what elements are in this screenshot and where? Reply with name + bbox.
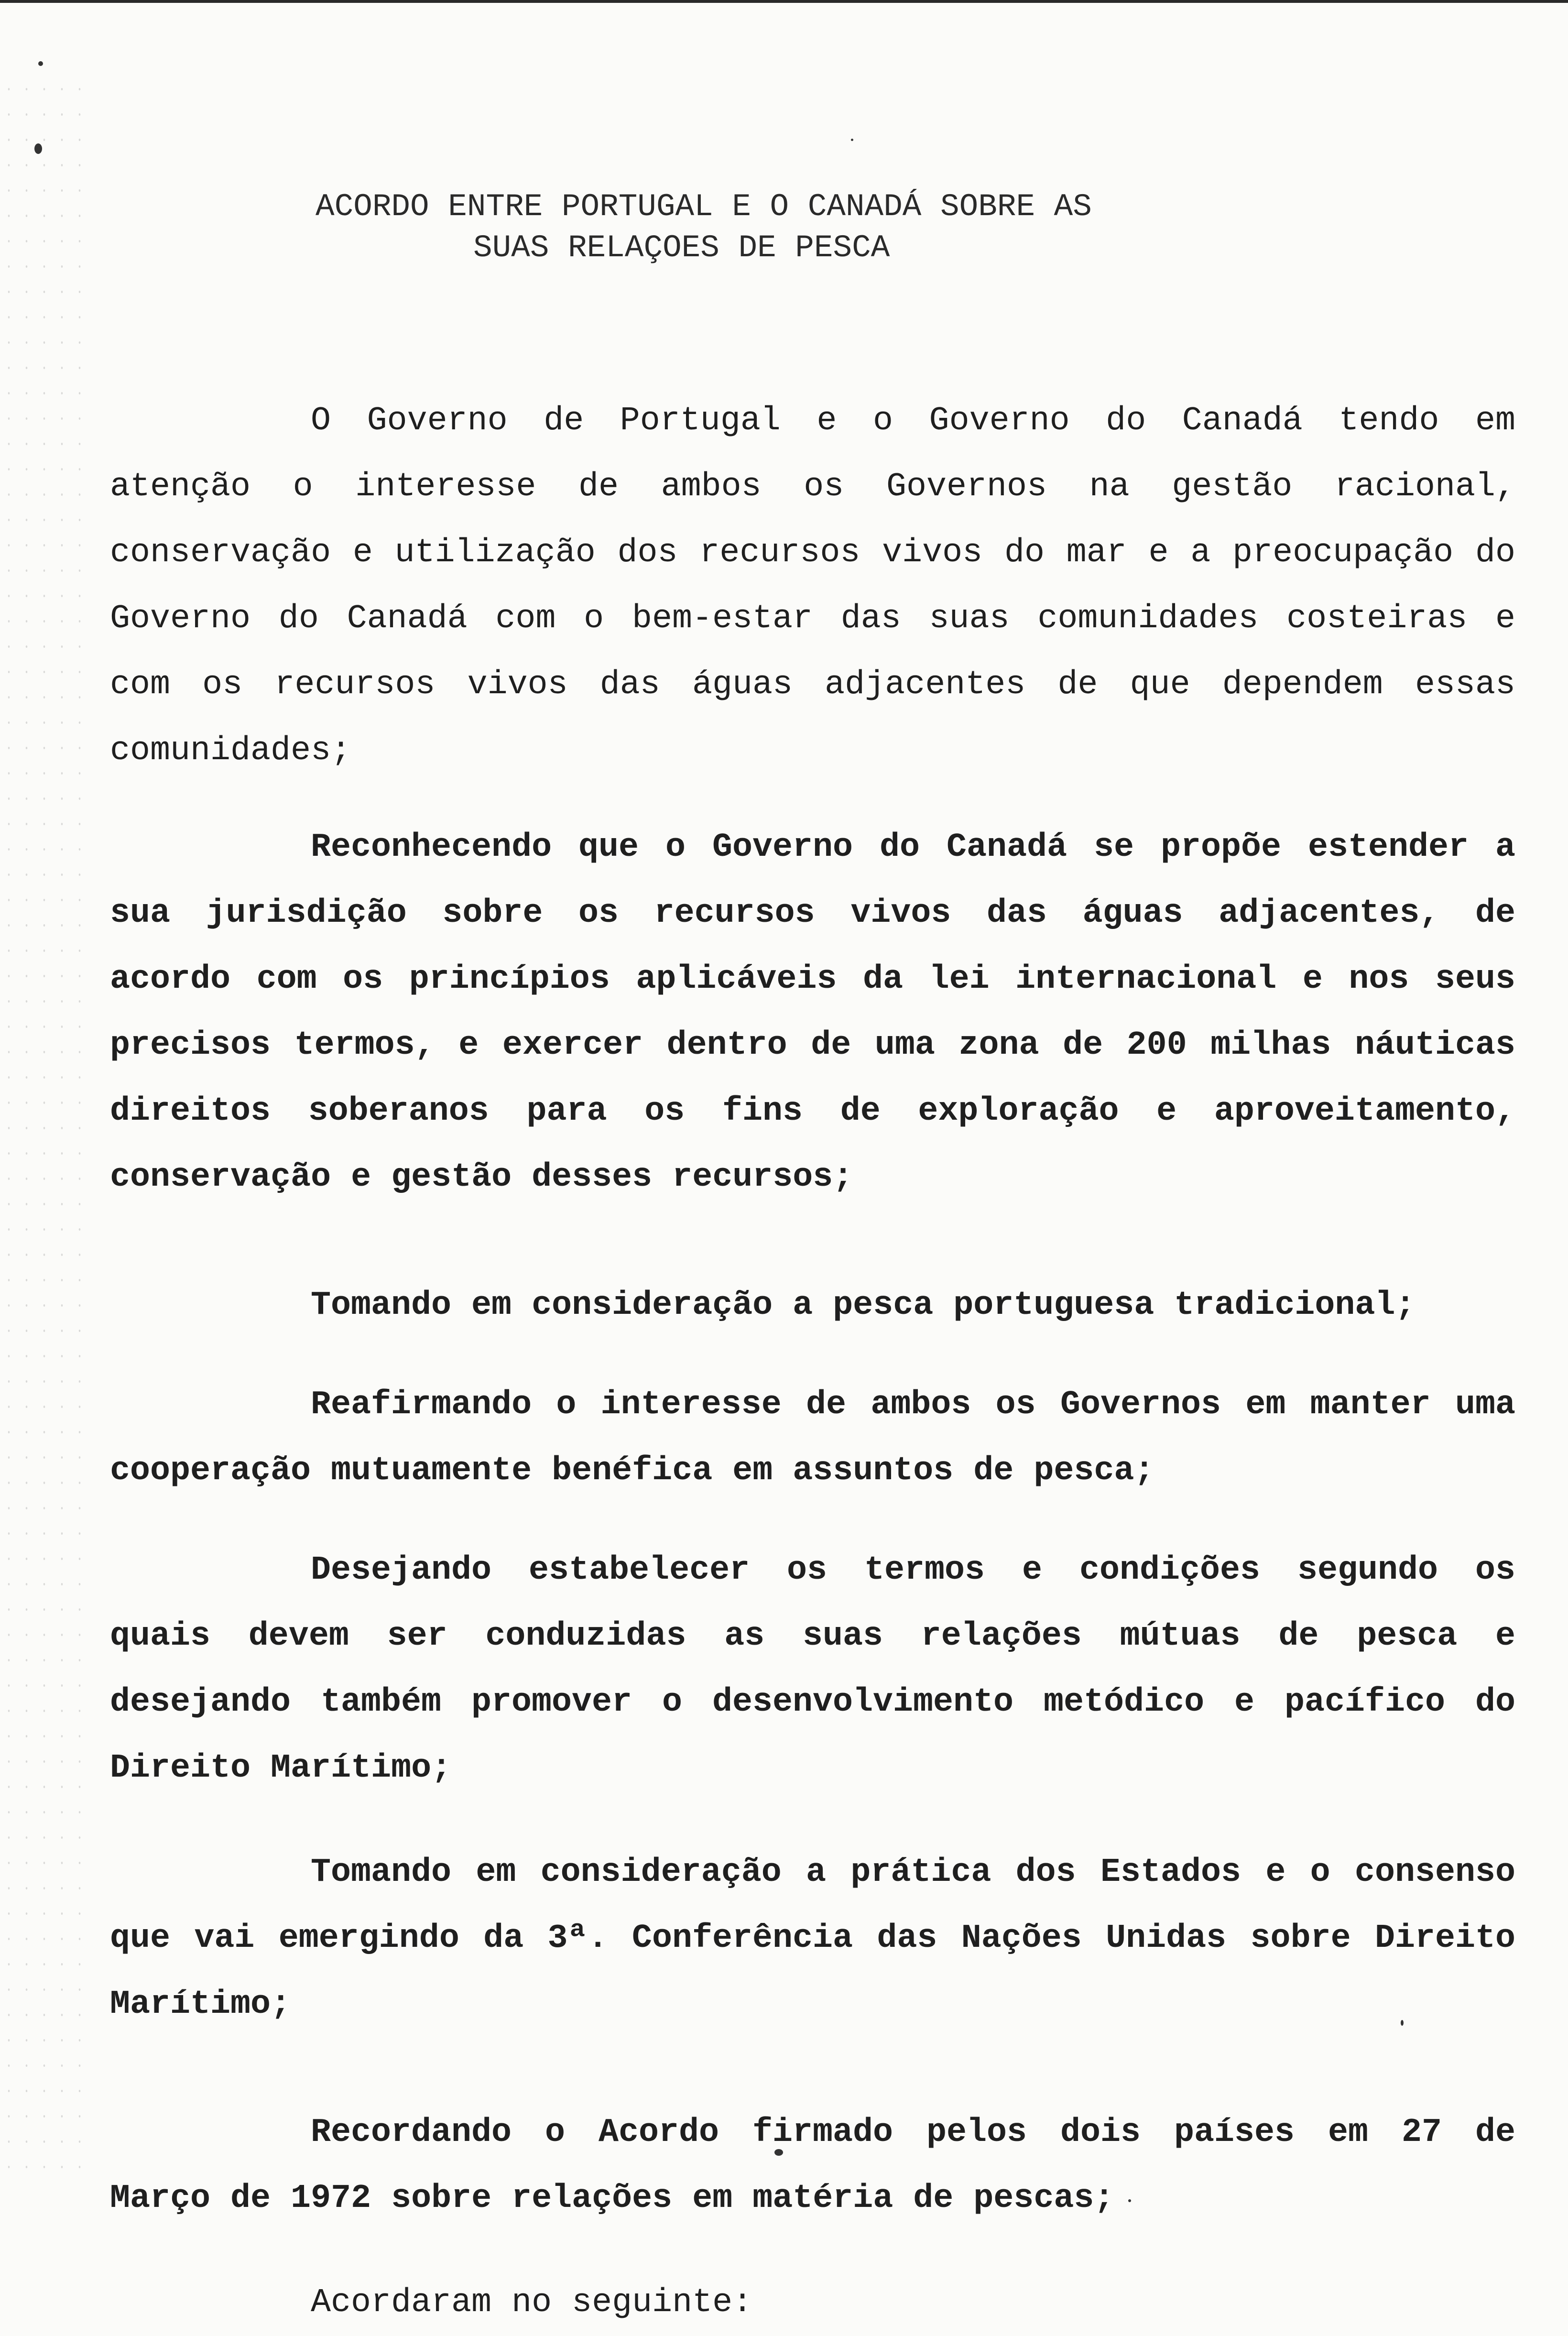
title-line-2: SUAS RELAÇOES DE PESCA bbox=[473, 230, 890, 266]
paragraph-reconhecendo: Reconhecendo que o Governo do Canadá se propõe estender a sua jurisdição sobre os recursos vivos das águas adjacentes, de acordo com os princípios aplicáveis da lei internacional e nos seus precisos termos, e exercer dentro de uma zona de 200 milhas náuticas direitos soberanos para os fins de exploração e aproveitamento, conservação e gestão desses recursos; bbox=[110, 829, 1515, 1196]
document-page bbox=[110, 186, 1515, 2336]
scan-speck bbox=[851, 139, 853, 141]
paragraph-tomando-pesca: Tomando em consideração a pesca portuguesa tradicional; bbox=[311, 1287, 1416, 1324]
paragraph-preamble: O Governo de Portugal e o Governo do Canadá tendo em atenção o interesse de ambos os Governos na gestão racional, conservação e utilização dos recursos vivos do mar e a preocupação do Governo do Canadá com o bem-estar das suas comunidades costeiras e com os recursos vivos das águas adjacentes de que dependem essas comunidades; bbox=[110, 402, 1515, 770]
paragraph-acordaram: Acordaram no seguinte: bbox=[311, 2284, 753, 2322]
paragraph-desejando: Desejando estabelecer os termos e condições segundo os quais devem ser conduzidas as suas relações mútuas de pesca e desejando também promover o desenvolvimento metódico e pacífico do Direito Marítimo; bbox=[110, 1551, 1515, 1787]
top-border-line bbox=[0, 0, 1568, 3]
title-line-1: ACORDO ENTRE PORTUGAL E O CANADÁ SOBRE AS bbox=[316, 189, 1092, 225]
scan-speck bbox=[34, 143, 42, 154]
paragraph-reafirmando: Reafirmando o interesse de ambos os Governos em manter uma cooperação mutuamente benéfica em assuntos de pesca; bbox=[110, 1386, 1515, 1490]
paragraph-tomando-pratica: Tomando em consideração a prática dos Estados e o consenso que vai emergindo da 3ª. Conferência das Nações Unidas sobre Direito Marítimo; bbox=[110, 1854, 1515, 2023]
document-title bbox=[316, 186, 1515, 269]
scan-edge-noise bbox=[0, 76, 86, 2180]
scan-speck bbox=[38, 61, 43, 66]
paragraph-recordando: Recordando o Acordo firmado pelos dois países em 27 de Março de 1972 sobre relações em matéria de pescas; bbox=[110, 2114, 1515, 2217]
